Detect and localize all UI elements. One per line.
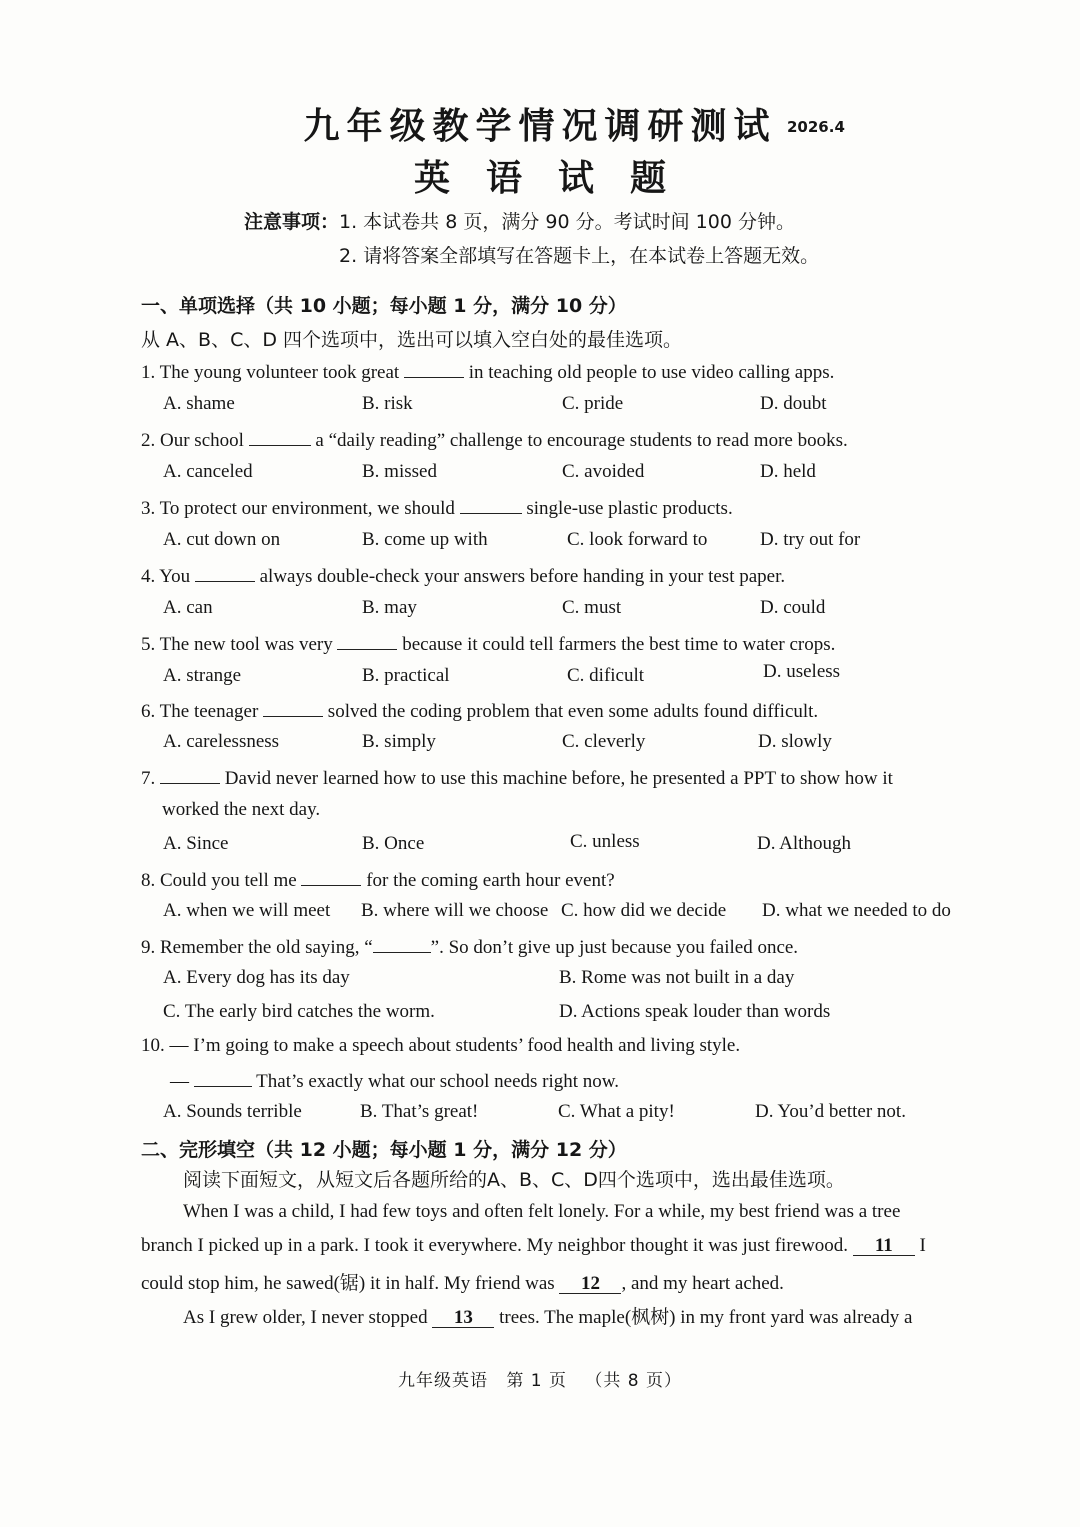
section1-instruction: 从 A、B、C、D 四个选项中，选出可以填入空白处的最佳选项。 [141,329,683,351]
q8-option-d: D. what we needed to do [762,900,951,921]
q5-option-a: A. strange [163,665,242,686]
passage-line-4-end: trees. The maple(枫树) in my front yard was already a [499,1307,913,1328]
q1-option-d: D. doubt [760,393,827,414]
answer-blank [194,1068,252,1087]
q6-option-d: D. slowly [758,731,832,752]
question-1-stem-end: in teaching old people to use video calling apps. [468,362,835,383]
answer-blank [160,765,220,784]
question-2 [141,427,848,452]
question-9 [141,934,798,959]
question-9-stem-end: ”. So don’t give up just because you failed once. [430,937,799,958]
footer-subject: 九年级英语 [397,1371,488,1391]
q9-option-c: C. The early bird catches the worm. [163,1001,435,1022]
q1-option-a: A. shame [163,393,235,414]
cloze-blank-11: 11 [853,1237,915,1256]
question-8-stem-end: for the coming earth hour event? [366,870,615,891]
q9-option-b: B. Rome was not built in a day [559,967,795,988]
q3-option-c: C. look forward to [567,529,708,550]
answer-blank [263,698,323,717]
answer-blank [195,563,255,582]
passage-line-2-end: I [919,1235,926,1256]
notice-item-1: 1. 本试卷共 8 页，满分 90 分。考试时间 100 分钟。 [339,211,795,233]
exam-date: 2026.4 [787,118,845,136]
question-3-stem: 3. To protect our environment, we should [141,498,455,519]
q4-option-b: B. may [362,597,417,618]
notice-label: 注意事项： [244,211,340,233]
passage-line-3-text: could stop him, he sawed(锯) it in half. My friend was [141,1273,555,1294]
q9-option-a: A. Every dog has its day [163,967,350,988]
question-7-continuation: worked the next day. [162,799,321,820]
q6-option-a: A. carelessness [163,731,280,752]
section2-instruction: 阅读下面短文，从短文后各题所给的A、B、C、D四个选项中，选出最佳选项。 [183,1169,845,1191]
q2-option-b: B. missed [362,461,437,482]
question-3 [141,495,733,520]
passage-line-4 [183,1302,912,1329]
question-10-reply [170,1068,619,1093]
q1-option-b: B. risk [362,393,413,414]
q9-option-d: D. Actions speak louder than words [559,1001,831,1022]
q1-option-c: C. pride [562,393,624,414]
q7-option-d: D. Although [757,833,851,854]
question-1-stem: 1. The young volunteer took great [141,362,400,383]
footer-page-number: 第 1 页 [506,1371,567,1391]
section2-heading: 二、完形填空（共 12 小题；每小题 1 分，满分 12 分） [141,1139,627,1161]
question-2-stem-end: a “daily reading” challenge to encourage students to read more books. [315,430,848,451]
question-8-stem: 8. Could you tell me [141,870,297,891]
answer-blank [249,427,311,446]
q8-option-b: B. where will we choose [361,900,549,921]
q10-option-c: C. What a pity! [558,1101,675,1122]
exam-subject: 英语试题 [413,157,702,199]
q10-option-d: D. You’d better not. [755,1101,906,1122]
question-4-stem-end: always double-check your answers before handing in your test paper. [259,566,786,587]
question-4-stem: 4. You [141,566,191,587]
q5-option-b: B. practical [362,665,450,686]
q8-option-c: C. how did we decide [561,900,727,921]
exam-title-row [0,98,1080,149]
q5-option-c: C. dificult [567,665,645,686]
q7-option-c: C. unless [570,831,640,852]
q4-option-d: D. could [760,597,826,618]
question-5-stem-end: because it could tell farmers the best time to water crops. [402,634,836,655]
notice-block [244,208,819,276]
passage-line-3-end: , and my heart ached. [621,1273,784,1294]
question-5 [141,631,835,656]
q6-option-c: C. cleverly [562,731,646,752]
question-5-stem: 5. The new tool was very [141,634,333,655]
cloze-blank-13: 13 [432,1309,494,1328]
q6-option-b: B. simply [362,731,436,752]
question-1 [141,359,834,384]
question-6 [141,698,818,723]
q7-option-a: A. Since [163,833,229,854]
question-4 [141,563,785,588]
q2-option-d: D. held [760,461,816,482]
q8-option-a: A. when we will meet [163,900,331,921]
question-10-dash: — [170,1071,189,1092]
answer-blank [373,934,431,953]
passage-line-4-text: As I grew older, I never stopped [183,1307,428,1328]
passage-line-2-text: branch I picked up in a park. I took it everywhere. My neighbor thought it was just firewood. [141,1235,849,1256]
q10-option-a: A. Sounds terrible [163,1101,302,1122]
footer-total-pages: （共 8 页） [585,1371,683,1391]
question-2-stem: 2. Our school [141,430,244,451]
q2-option-a: A. canceled [163,461,253,482]
page-footer [0,1366,1080,1391]
question-6-stem: 6. The teenager [141,701,259,722]
passage-line-3 [141,1268,784,1295]
q4-option-a: A. can [163,597,213,618]
answer-blank [404,359,464,378]
question-10: 10. — I’m going to make a speech about students’ food health and living style. [141,1035,741,1056]
exam-title: 九年级教学情况调研测试 [303,105,777,147]
q3-option-d: D. try out for [760,529,861,550]
answer-blank [337,631,397,650]
notice-item-2: 2. 请将答案全部填写在答题卡上，在本试卷上答题无效。 [339,245,820,267]
question-8 [141,867,615,892]
passage-line-1: When I was a child, I had few toys and often felt lonely. For a while, my best friend was a tree [183,1201,901,1222]
section1-heading: 一、单项选择（共 10 小题；每小题 1 分，满分 10 分） [141,295,627,317]
question-10-reply-text: That’s exactly what our school needs right now. [256,1071,620,1092]
q7-option-b: B. Once [362,833,425,854]
q3-option-a: A. cut down on [163,529,281,550]
cloze-blank-12: 12 [559,1275,621,1294]
answer-blank [301,867,361,886]
question-7-stem: David never learned how to use this machine before, he presented a PPT to show how it [224,768,893,789]
q5-option-d: D. useless [763,661,841,682]
question-6-stem-end: solved the coding problem that even some adults found difficult. [327,701,819,722]
question-7 [141,765,893,790]
question-7-number: 7. [141,768,156,789]
question-9-stem: 9. Remember the old saying, “ [141,937,373,958]
q3-option-b: B. come up with [362,529,488,550]
q4-option-c: C. must [562,597,622,618]
q10-option-b: B. That’s great! [360,1101,479,1122]
q2-option-c: C. avoided [562,461,645,482]
question-3-stem-end: single-use plastic products. [526,498,733,519]
answer-blank [460,495,522,514]
passage-line-2 [141,1235,926,1257]
